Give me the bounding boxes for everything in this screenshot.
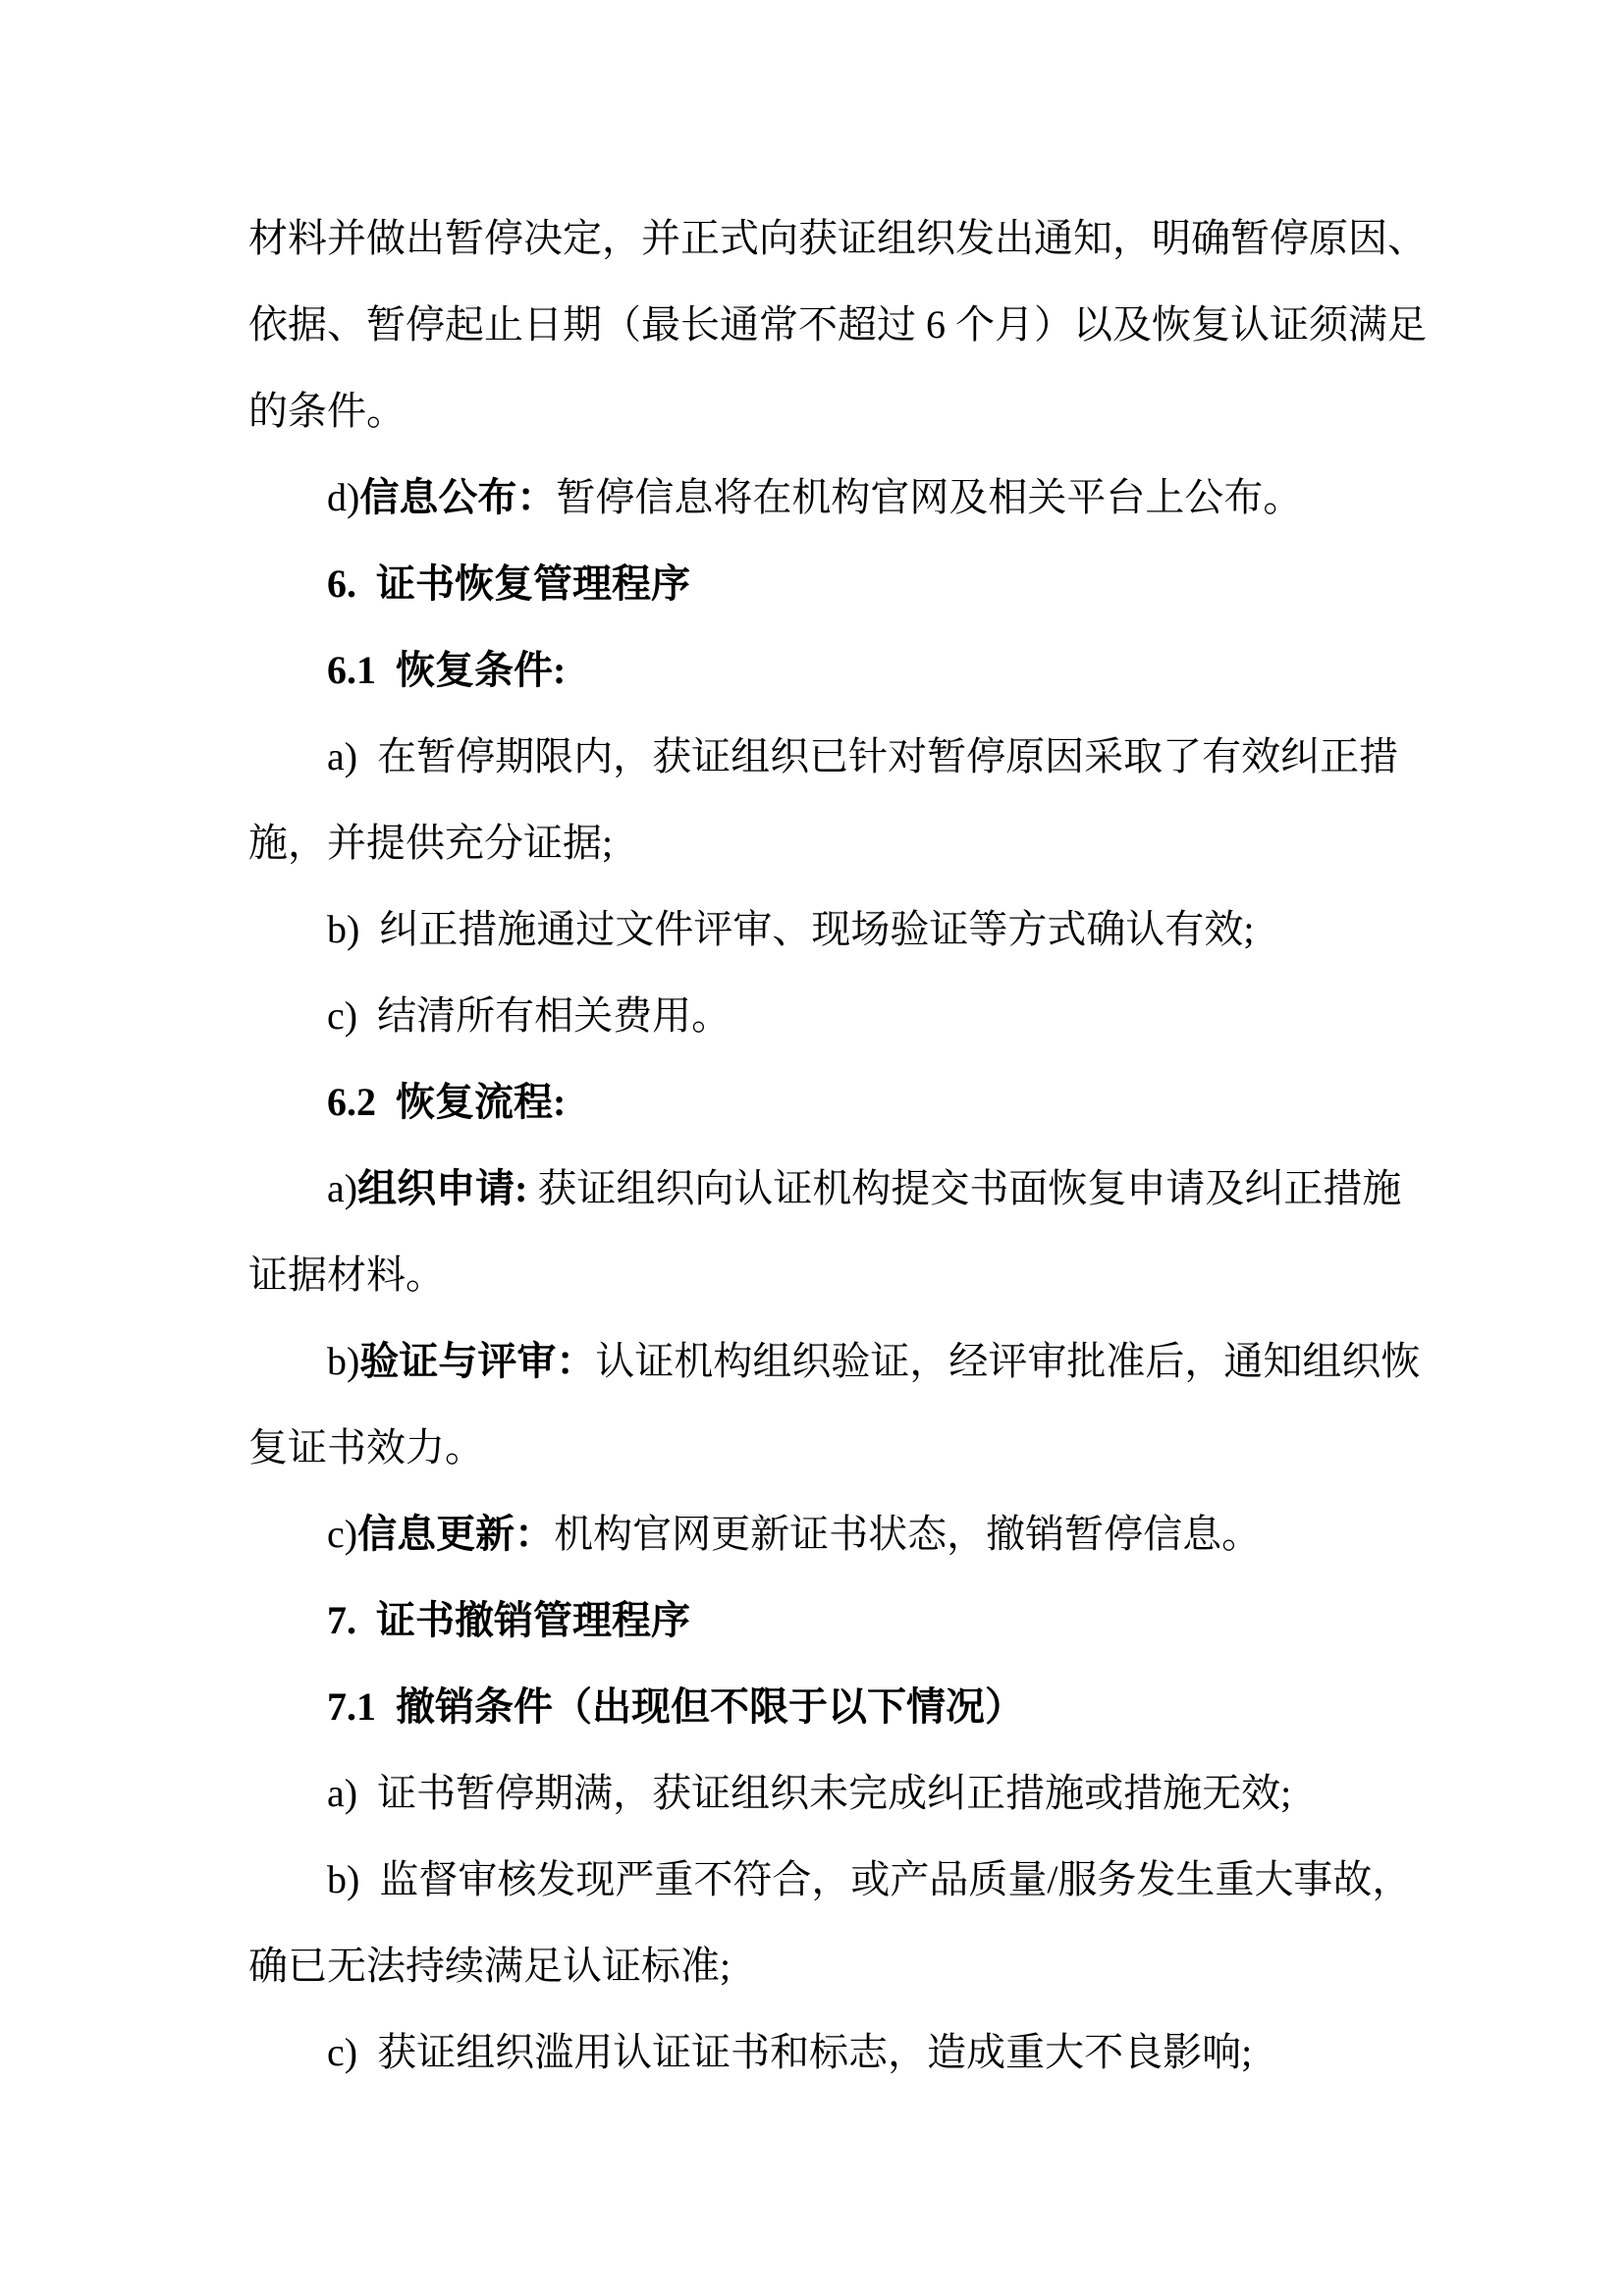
item-label: 验证与评审：: [359, 1339, 596, 1383]
item-label: 组织申请:: [357, 1166, 528, 1210]
heading-text: 6. 证书恢复管理程序: [327, 561, 690, 606]
list-item-a-org-apply: [248, 1146, 1402, 1232]
text-segment: a) 在暂停期限内，获证组织已针对暂停原因采取了有效纠正措: [327, 734, 1399, 778]
list-marker: a): [327, 1166, 358, 1210]
text-segment: 材料并做出暂停决定，并正式向获证组织发出通知，明确暂停原因、: [248, 216, 1427, 260]
document-body: [248, 195, 1427, 2096]
list-item-a: [248, 1750, 1392, 1837]
text-line: [248, 368, 1392, 454]
list-item-b: [248, 886, 1392, 973]
list-item-b: [248, 1837, 1412, 1923]
item-label: 信息公布：: [359, 475, 557, 519]
list-item-d-info-publish: [248, 454, 1392, 541]
heading-text: 7. 证书撤销管理程序: [327, 1598, 690, 1642]
text-line: [248, 800, 1392, 886]
text-segment: 的条件。: [248, 389, 406, 433]
text-segment: 认证机构组织验证，经评审批准后，通知组织恢: [595, 1339, 1421, 1383]
item-label: 信息更新：: [357, 1512, 555, 1556]
list-marker: b): [327, 1339, 360, 1383]
heading-text: 6.2 恢复流程:: [327, 1080, 567, 1124]
list-item-b-verify-review: [248, 1318, 1421, 1405]
text-segment: c) 结清所有相关费用。: [327, 993, 731, 1038]
text-line: [248, 1405, 1392, 1491]
text-segment: b) 纠正措施通过文件评审、现场验证等方式确认有效;: [327, 907, 1255, 951]
list-marker: c): [327, 1512, 358, 1556]
text-segment: 证据材料。: [248, 1253, 445, 1297]
list-item-a: [248, 714, 1399, 800]
text-segment: 暂停信息将在机构官网及相关平台上公布。: [556, 475, 1303, 519]
text-segment: a) 证书暂停期满，获证组织未完成纠正措施或措施无效;: [327, 1771, 1292, 1815]
text-segment: 确已无法持续满足认证标准;: [248, 1944, 731, 1988]
section-heading-7: [248, 1577, 1392, 1664]
list-marker: d): [327, 475, 360, 519]
list-item-c: [248, 973, 1392, 1059]
section-heading-6-1: [248, 627, 1392, 714]
text-line: [248, 1232, 1392, 1318]
list-item-c-info-update: [248, 1491, 1392, 1577]
text-segment: 获证组织向认证机构提交书面恢复申请及纠正措施: [527, 1166, 1402, 1210]
text-line: [248, 282, 1427, 368]
text-line: [248, 1923, 1392, 2009]
text-line: [248, 195, 1427, 282]
text-segment: 依据、暂停起止日期（最长通常不超过 6 个月）以及恢复认证须满足: [248, 302, 1427, 347]
text-segment: b) 监督审核发现严重不符合，或产品质量/服务发生重大事故，: [327, 1857, 1412, 1901]
section-heading-7-1: [248, 1664, 1392, 1750]
heading-text: 6.1 恢复条件:: [327, 648, 567, 692]
text-segment: 施，并提供充分证据;: [248, 821, 614, 865]
list-item-c: [248, 2009, 1392, 2096]
text-segment: c) 获证组织滥用认证证书和标志，造成重大不良影响;: [327, 2030, 1253, 2074]
heading-text: 7.1 撤销条件（出现但不限于以下情况）: [327, 1684, 1024, 1729]
text-segment: 复证书效力。: [248, 1425, 484, 1469]
section-heading-6: [248, 541, 1392, 627]
text-segment: 机构官网更新证书状态，撤销暂停信息。: [554, 1512, 1262, 1556]
section-heading-6-2: [248, 1059, 1392, 1146]
